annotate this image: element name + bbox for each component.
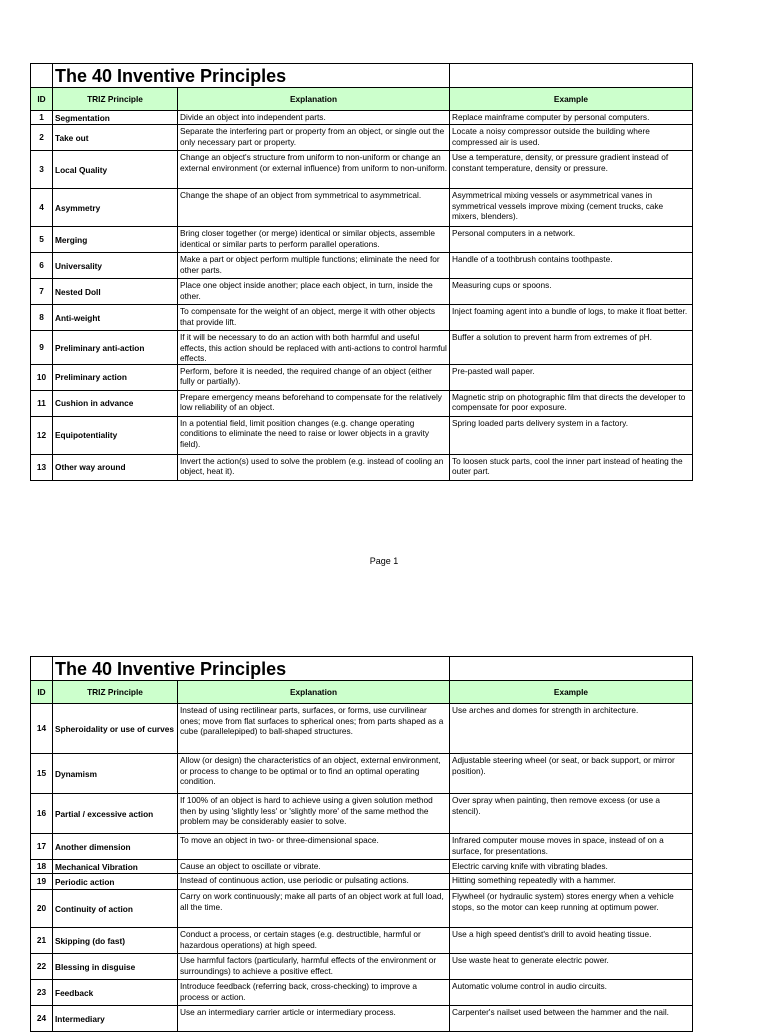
principle-id: 11	[31, 390, 53, 416]
principle-id: 2	[31, 125, 53, 151]
principle-name: Periodic action	[53, 874, 178, 890]
principle-example: Handle of a toothbrush contains toothpaste.	[450, 253, 693, 279]
principle-name: Nested Doll	[53, 279, 178, 305]
principle-example: Replace mainframe computer by personal computers.	[450, 111, 693, 125]
table-row	[31, 454, 693, 480]
principle-name: Merging	[53, 227, 178, 253]
header-row	[31, 681, 693, 704]
page-number-label: Page 1	[369, 556, 399, 566]
principle-example: Personal computers in a network.	[450, 227, 693, 253]
principle-explanation: Cause an object to oscillate or vibrate.	[178, 860, 450, 874]
principle-id: 7	[31, 279, 53, 305]
principle-name: Spheroidality or use of curves	[53, 704, 178, 754]
principle-name: Take out	[53, 125, 178, 151]
principle-id: 19	[31, 874, 53, 890]
header-row	[31, 88, 693, 111]
principle-explanation: If it will be necessary to do an action with both harmful and useful effects, this action should be replaced with anti-actions to control harmful effects.	[178, 331, 450, 365]
blank-cell	[31, 64, 53, 88]
principle-id: 18	[31, 860, 53, 874]
principle-example: Locate a noisy compressor outside the building where compressed air is used.	[450, 125, 693, 151]
principle-example: Flywheel (or hydraulic system) stores energy when a vehicle stops, so the motor can keep running at optimum power.	[450, 890, 693, 928]
header-explanation: Explanation	[178, 681, 450, 704]
principle-example: Buffer a solution to prevent harm from extremes of pH.	[450, 331, 693, 365]
principle-explanation: Use an intermediary carrier article or intermediary process.	[178, 1006, 450, 1032]
principle-explanation: To move an object in two- or three-dimensional space.	[178, 834, 450, 860]
principle-name: Local Quality	[53, 151, 178, 189]
table-row	[31, 834, 693, 860]
table-row	[31, 928, 693, 954]
principle-id: 23	[31, 980, 53, 1006]
principle-example: Electric carving knife with vibrating blades.	[450, 860, 693, 874]
header-id: ID	[31, 88, 53, 111]
principle-explanation: Change the shape of an object from symmetrical to asymmetrical.	[178, 189, 450, 227]
principle-explanation: Introduce feedback (referring back, cross-checking) to improve a process or action.	[178, 980, 450, 1006]
principle-id: 4	[31, 189, 53, 227]
principle-explanation: Separate the interfering part or property from an object, or single out the only necessary part or property.	[178, 125, 450, 151]
principle-name: Blessing in disguise	[53, 954, 178, 980]
table-row	[31, 860, 693, 874]
principle-example: Spring loaded parts delivery system in a factory.	[450, 416, 693, 454]
principle-example: Use waste heat to generate electric power.	[450, 954, 693, 980]
principle-name: Asymmetry	[53, 189, 178, 227]
principle-explanation: Place one object inside another; place each object, in turn, inside the other.	[178, 279, 450, 305]
principle-example: Adjustable steering wheel (or seat, or back support, or mirror position).	[450, 754, 693, 794]
principles-table-page-1	[30, 63, 693, 481]
header-principle: TRIZ Principle	[53, 88, 178, 111]
header-explanation: Explanation	[178, 88, 450, 111]
principle-explanation: Invert the action(s) used to solve the problem (e.g. instead of cooling an object, heat it).	[178, 454, 450, 480]
table-row	[31, 954, 693, 980]
principle-explanation: Bring closer together (or merge) identical or similar objects, assemble identical or similar parts to perform parallel operations.	[178, 227, 450, 253]
principle-explanation: Divide an object into independent parts.	[178, 111, 450, 125]
table-row	[31, 794, 693, 834]
table-row	[31, 1006, 693, 1032]
principle-name: Feedback	[53, 980, 178, 1006]
principle-example: Inject foaming agent into a bundle of logs, to make it float better.	[450, 305, 693, 331]
table-row	[31, 305, 693, 331]
principle-id: 14	[31, 704, 53, 754]
table-row	[31, 227, 693, 253]
principle-name: Anti-weight	[53, 305, 178, 331]
header-id: ID	[31, 681, 53, 704]
table-row	[31, 189, 693, 227]
principle-id: 16	[31, 794, 53, 834]
table-row	[31, 874, 693, 890]
table-row	[31, 890, 693, 928]
principle-explanation: Use harmful factors (particularly, harmful effects of the environment or surroundings) to achieve a positive effect.	[178, 954, 450, 980]
table-row	[31, 704, 693, 754]
principle-id: 3	[31, 151, 53, 189]
principle-example: Over spray when painting, then remove excess (or use a stencil).	[450, 794, 693, 834]
principle-id: 13	[31, 454, 53, 480]
principle-name: Universality	[53, 253, 178, 279]
header-principle: TRIZ Principle	[53, 681, 178, 704]
principle-example: Infrared computer mouse moves in space, instead of on a surface, for presentations.	[450, 834, 693, 860]
principle-explanation: Carry on work continuously; make all parts of an object work at full load, all the time.	[178, 890, 450, 928]
principle-id: 21	[31, 928, 53, 954]
principle-id: 1	[31, 111, 53, 125]
principle-example: Pre-pasted wall paper.	[450, 364, 693, 390]
principle-example: Carpenter's nailset used between the hammer and the nail.	[450, 1006, 693, 1032]
blank-cell	[31, 657, 53, 681]
principle-id: 10	[31, 364, 53, 390]
principle-id: 8	[31, 305, 53, 331]
principle-explanation: Prepare emergency means beforehand to compensate for the relatively low reliability of an object.	[178, 390, 450, 416]
principle-name: Preliminary anti-action	[53, 331, 178, 365]
principle-id: 20	[31, 890, 53, 928]
principle-example: Magnetic strip on photographic film that directs the developer to compensate for poor exposure.	[450, 390, 693, 416]
header-example: Example	[450, 681, 693, 704]
title-row	[31, 64, 693, 88]
table-row	[31, 279, 693, 305]
principle-name: Equipotentiality	[53, 416, 178, 454]
table-row	[31, 331, 693, 365]
principle-id: 12	[31, 416, 53, 454]
table-row	[31, 111, 693, 125]
principle-id: 5	[31, 227, 53, 253]
principle-name: Segmentation	[53, 111, 178, 125]
principle-name: Intermediary	[53, 1006, 178, 1032]
principle-name: Mechanical Vibration	[53, 860, 178, 874]
table-row	[31, 125, 693, 151]
principle-example: Asymmetrical mixing vessels or asymmetrical vanes in symmetrical vessels improve mixing (cement trucks, cake mixers, blenders).	[450, 189, 693, 227]
principle-name: Partial / excessive action	[53, 794, 178, 834]
blank-cell	[450, 657, 693, 681]
table-row	[31, 416, 693, 454]
principle-id: 6	[31, 253, 53, 279]
table-row	[31, 390, 693, 416]
table-row	[31, 151, 693, 189]
principle-id: 15	[31, 754, 53, 794]
principle-explanation: Conduct a process, or certain stages (e.g. destructible, harmful or hazardous operations) at high speed.	[178, 928, 450, 954]
page-title: The 40 Inventive Principles	[53, 657, 450, 681]
principle-name: Continuity of action	[53, 890, 178, 928]
principle-example: Hitting something repeatedly with a hammer.	[450, 874, 693, 890]
table-row	[31, 980, 693, 1006]
principle-id: 9	[31, 331, 53, 365]
principle-example: To loosen stuck parts, cool the inner part instead of heating the outer part.	[450, 454, 693, 480]
table-row	[31, 253, 693, 279]
principle-explanation: To compensate for the weight of an object, merge it with other objects that provide lift.	[178, 305, 450, 331]
principle-id: 24	[31, 1006, 53, 1032]
principle-name: Cushion in advance	[53, 390, 178, 416]
principle-name: Skipping (do fast)	[53, 928, 178, 954]
principle-explanation: Perform, before it is needed, the required change of an object (either fully or partially).	[178, 364, 450, 390]
principle-explanation: Allow (or design) the characteristics of an object, external environment, or process to change to be optimal or to find an optimal operating condition.	[178, 754, 450, 794]
principle-example: Use a temperature, density, or pressure gradient instead of constant temperature, density or pressure.	[450, 151, 693, 189]
principles-table-page-2	[30, 656, 693, 1032]
principle-example: Measuring cups or spoons.	[450, 279, 693, 305]
principle-example: Use a high speed dentist's drill to avoid heating tissue.	[450, 928, 693, 954]
principle-explanation: Change an object's structure from uniform to non-uniform or change an external environment (or external influence) from uniform to non-uniform.	[178, 151, 450, 189]
principle-explanation: Instead of continuous action, use periodic or pulsating actions.	[178, 874, 450, 890]
principle-name: Another dimension	[53, 834, 178, 860]
principle-explanation: If 100% of an object is hard to achieve using a given solution method then by using 'slightly less' or 'slightly more' of the same method the problem may be considerably easier to solve.	[178, 794, 450, 834]
table-body	[31, 704, 693, 1032]
principle-id: 17	[31, 834, 53, 860]
principle-explanation: Instead of using rectilinear parts, surfaces, or forms, use curvilinear ones; move from flat surfaces to spherical ones; from parts shaped as a cube (parallelepiped) to ball-shaped structures.	[178, 704, 450, 754]
principle-explanation: Make a part or object perform multiple functions; eliminate the need for other parts.	[178, 253, 450, 279]
principle-example: Use arches and domes for strength in architecture.	[450, 704, 693, 754]
principle-example: Automatic volume control in audio circuits.	[450, 980, 693, 1006]
blank-cell	[450, 64, 693, 88]
page-title: The 40 Inventive Principles	[53, 64, 450, 88]
principle-name: Preliminary action	[53, 364, 178, 390]
table-body	[31, 111, 693, 481]
principle-name: Other way around	[53, 454, 178, 480]
principle-name: Dynamism	[53, 754, 178, 794]
principle-explanation: In a potential field, limit position changes (e.g. change operating conditions to eliminate the need to raise or lower objects in a gravity field).	[178, 416, 450, 454]
table-row	[31, 364, 693, 390]
principle-id: 22	[31, 954, 53, 980]
table-row	[31, 754, 693, 794]
header-example: Example	[450, 88, 693, 111]
title-row	[31, 657, 693, 681]
